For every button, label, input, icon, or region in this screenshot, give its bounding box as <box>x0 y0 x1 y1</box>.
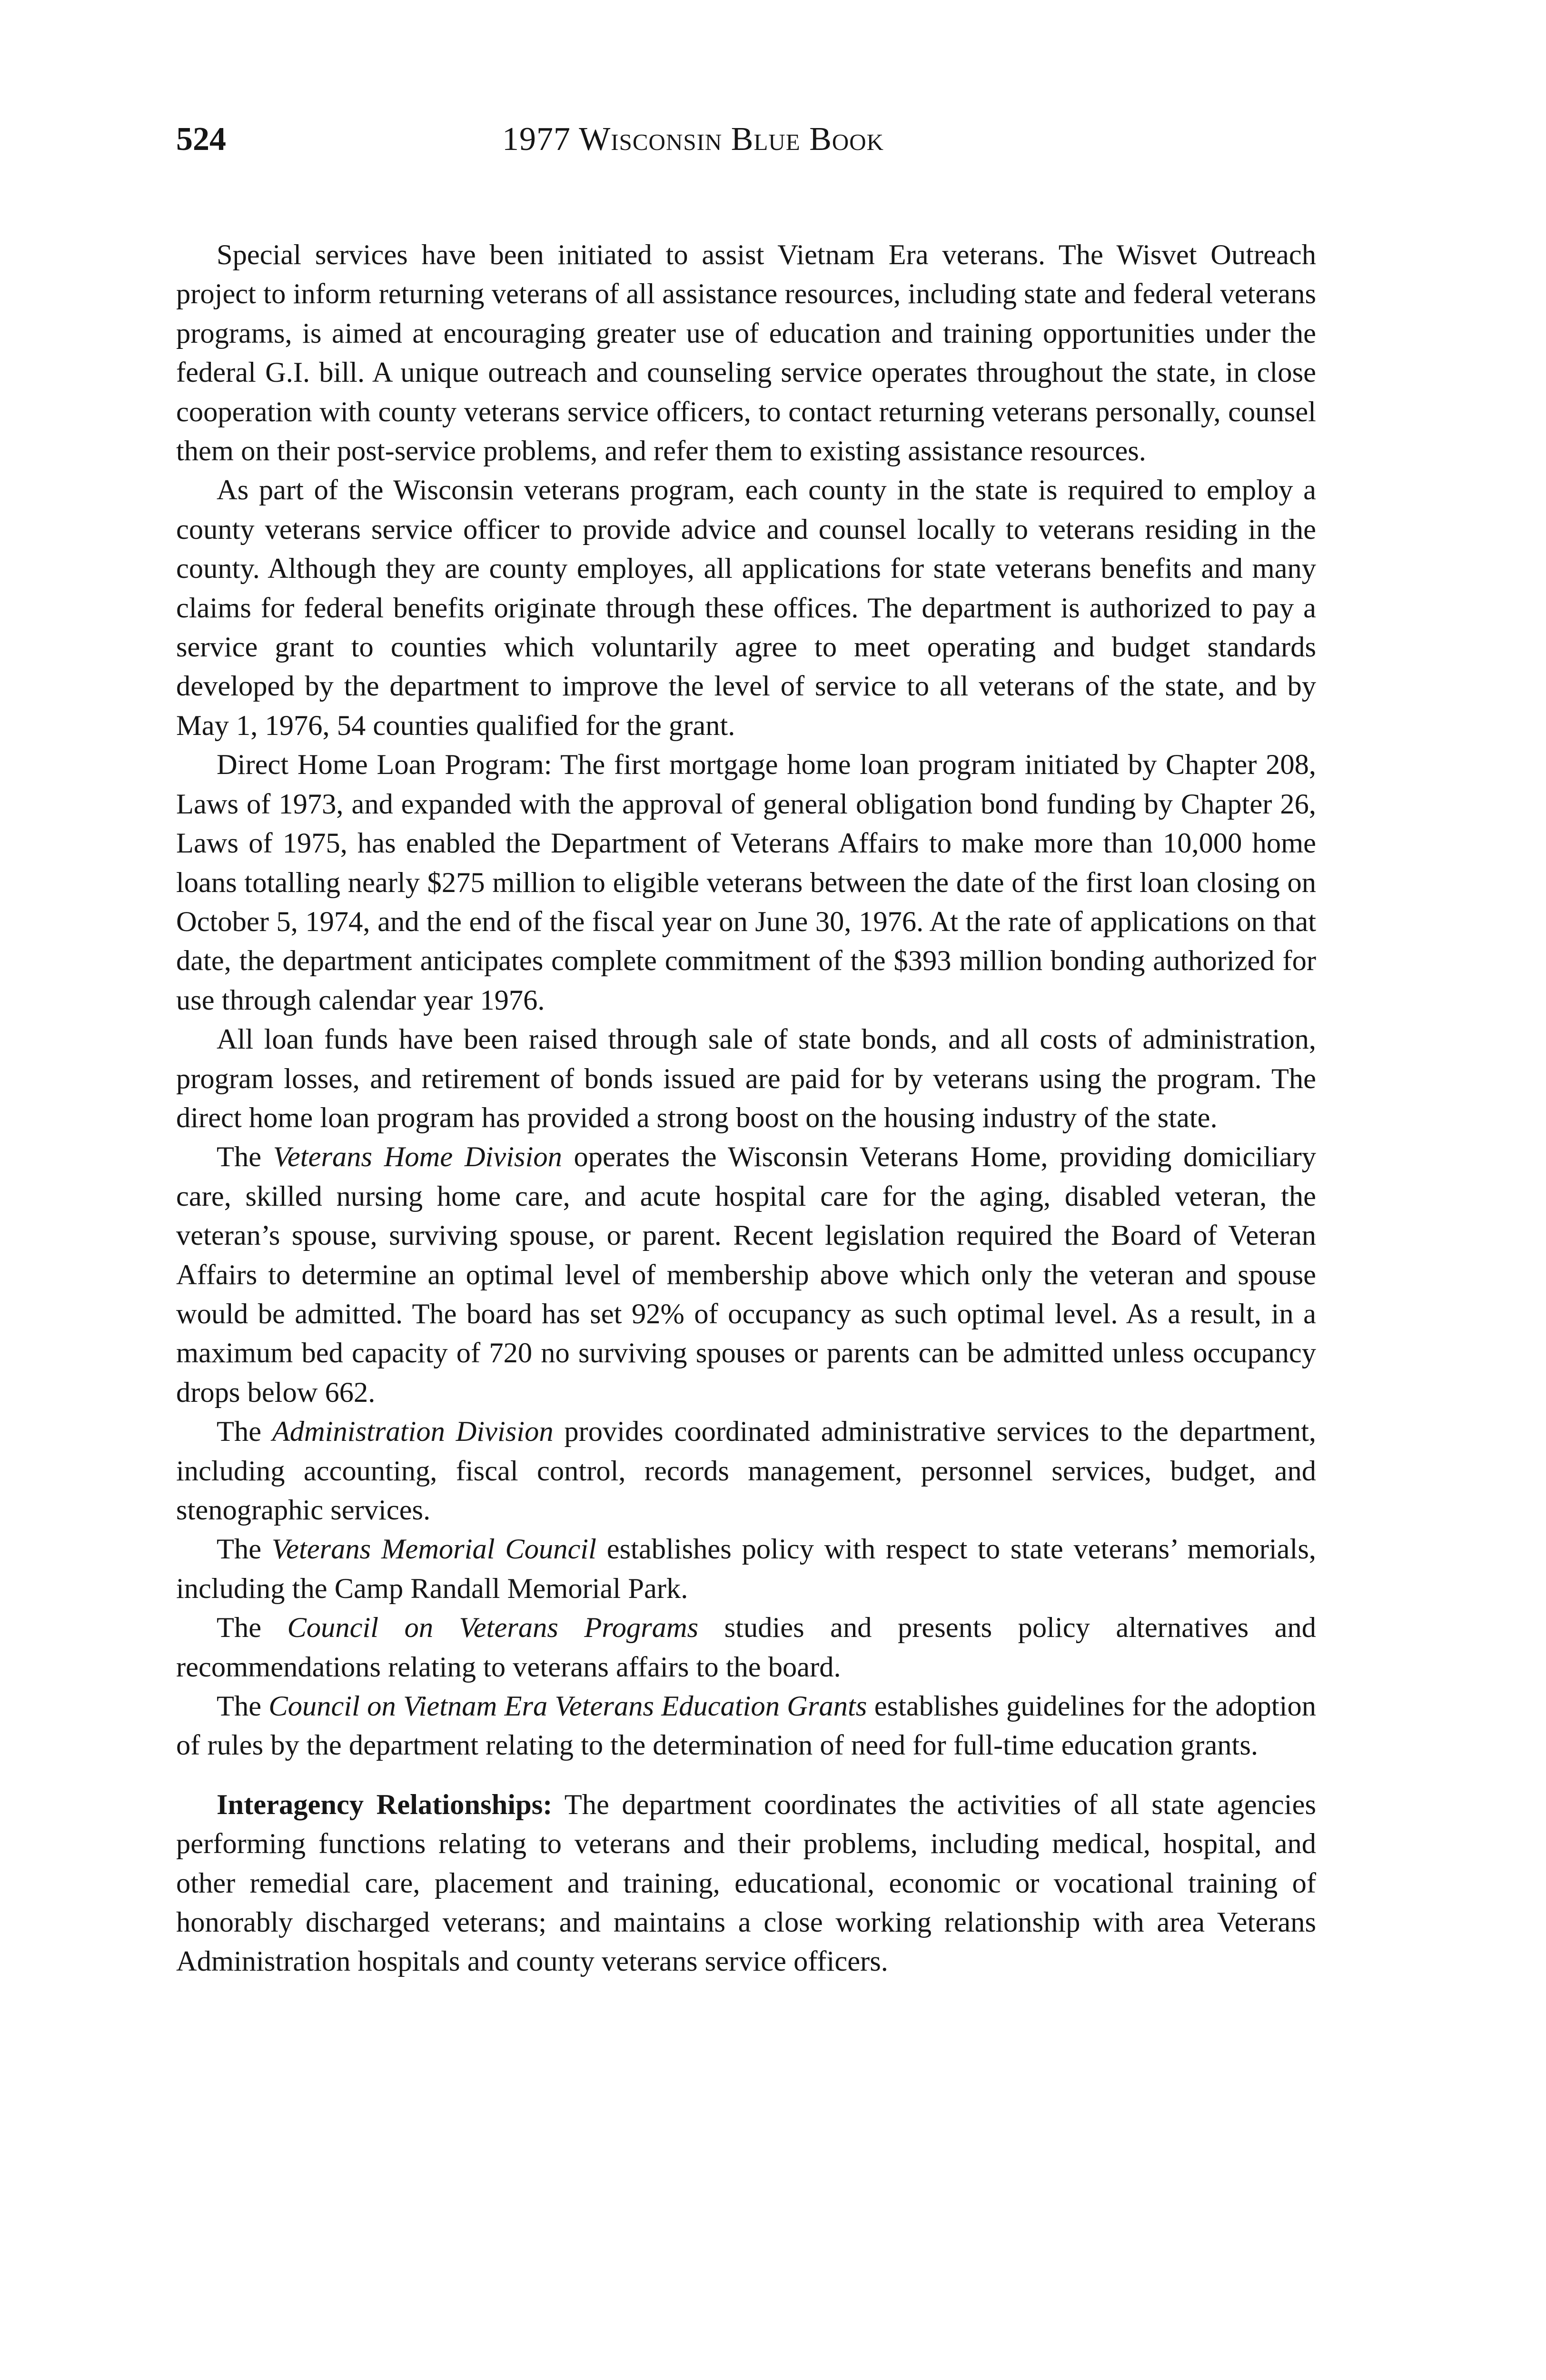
paragraph-body: provides coordinated administrative services to the department, including accounting, fiscal control, records management, personnel services, budget, and stenographic services. <box>176 1416 1317 1526</box>
council-name: Council on Veterans Programs <box>287 1612 699 1644</box>
council-name: Veterans Memorial Council <box>271 1533 596 1566</box>
paragraph-interagency-relationships <box>176 1785 1316 1982</box>
paragraph-body: establishes guidelines for the adoption of rules by the department relating to the determination of need for full-time education grants. <box>176 1690 1316 1762</box>
section-heading: Interagency Relationships: <box>217 1788 553 1821</box>
division-name: Administration Division <box>272 1416 554 1448</box>
body-text <box>176 236 1316 1982</box>
paragraph-education-grants-council <box>176 1687 1316 1765</box>
page-number: 524 <box>176 121 226 158</box>
paragraph-direct-home-loan-program: Direct Home Loan Program: The first mortgage home loan program initiated by Chapter 208, Laws of 1973, and expanded with the approval of general obligation bond funding by Chapter 26, Laws of 1975, has enabled the Department of Veterans Affairs to make more than 10,000 home loans totalling nearly $275 million to eligible veterans between the date of the first loan closing on October 5, 1974, and the end of the fiscal year on June 30, 1976. At the rate of applications on that date, the department anticipates complete commitment of the $393 million bonding authorized for use through calendar year 1976. <box>176 749 1316 1016</box>
paragraph-lead-in: The <box>217 1141 273 1173</box>
paragraph-body: establishes policy with respect to state veterans’ memorials, including the Camp Randall Memorial Park. <box>176 1533 1317 1605</box>
council-name: Council on Vietnam Era Veterans Education Grants <box>268 1690 867 1723</box>
division-name: Veterans Home Division <box>273 1141 562 1173</box>
paragraph-council-on-veterans-programs <box>176 1608 1316 1687</box>
paragraph-lead-in: The <box>217 1612 287 1644</box>
paragraph-veterans-memorial-council <box>176 1530 1316 1608</box>
paragraph-loan-funds: All loan funds have been raised through sale of state bonds, and all costs of administration, program losses, and retirement of bonds issued are paid for by veterans using the program. The direct home loan program has provided a strong boost on the housing industry of the state. <box>176 1023 1316 1134</box>
paragraph-body: operates the Wisconsin Veterans Home, providing domiciliary care, skilled nursing home care, and acute hospital care for the aging, disabled veteran, the veteran’s spouse, surviving spouse, or parent. Recent legislation required the Board of Veteran Affairs to determine an optimal level of membership above which only the veteran and spouse would be admitted. The board has set 92% of occupancy as such optimal level. As a result, in a maximum bed capacity of 720 no surviving spouses or parents can be admitted unless occupancy drops below 662. <box>176 1141 1316 1408</box>
paragraph-body: studies and presents policy alternatives and recommendations relating to veterans affairs to the board. <box>176 1612 1316 1683</box>
paragraph-administration-division <box>176 1412 1316 1530</box>
paragraph-veterans-home-division <box>176 1138 1316 1412</box>
paragraph-lead-in: The <box>217 1416 272 1448</box>
running-title: 1977 Wisconsin Blue Book <box>502 121 884 158</box>
paragraph-vietnam-era-services: Special services have been initiated to assist Vietnam Era veterans. The Wisvet Outreach project to inform returning veterans of all assistance resources, including state and federal veterans programs, is aimed at encouraging greater use of education and training opportunities under the federal G.I. bill. A unique outreach and counseling service operates throughout the state, in close cooperation with county veterans service officers, to contact returning veterans personally, counsel them on their post-service problems, and refer them to existing assistance resources. <box>176 239 1316 467</box>
paragraph-county-service-officers: As part of the Wisconsin veterans program, each county in the state is required to employ a county veterans service officer to provide advice and counsel locally to veterans residing in the county. Although they are county employes, all applications for state veterans benefits and many claims for federal benefits originate through these offices. The department is authorized to pay a service grant to counties which voluntarily agree to meet operating and budget standards developed by the department to improve the level of service to all veterans of the state, and by May 1, 1976, 54 counties qualified for the grant. <box>176 474 1316 742</box>
paragraph-lead-in: The <box>217 1533 272 1566</box>
paragraph-body: The department coordinates the activities of all state agencies performing functions relating to veterans and their problems, including medical, hospital, and other remedial care, placement and training, educational, economic or vocational training of honorably discharged veterans; and maintains a close working relationship with area Veterans Administration hospitals and county veterans service officers. <box>176 1788 1316 1978</box>
page-header <box>176 113 1314 170</box>
paragraph-lead-in: The <box>217 1690 269 1723</box>
